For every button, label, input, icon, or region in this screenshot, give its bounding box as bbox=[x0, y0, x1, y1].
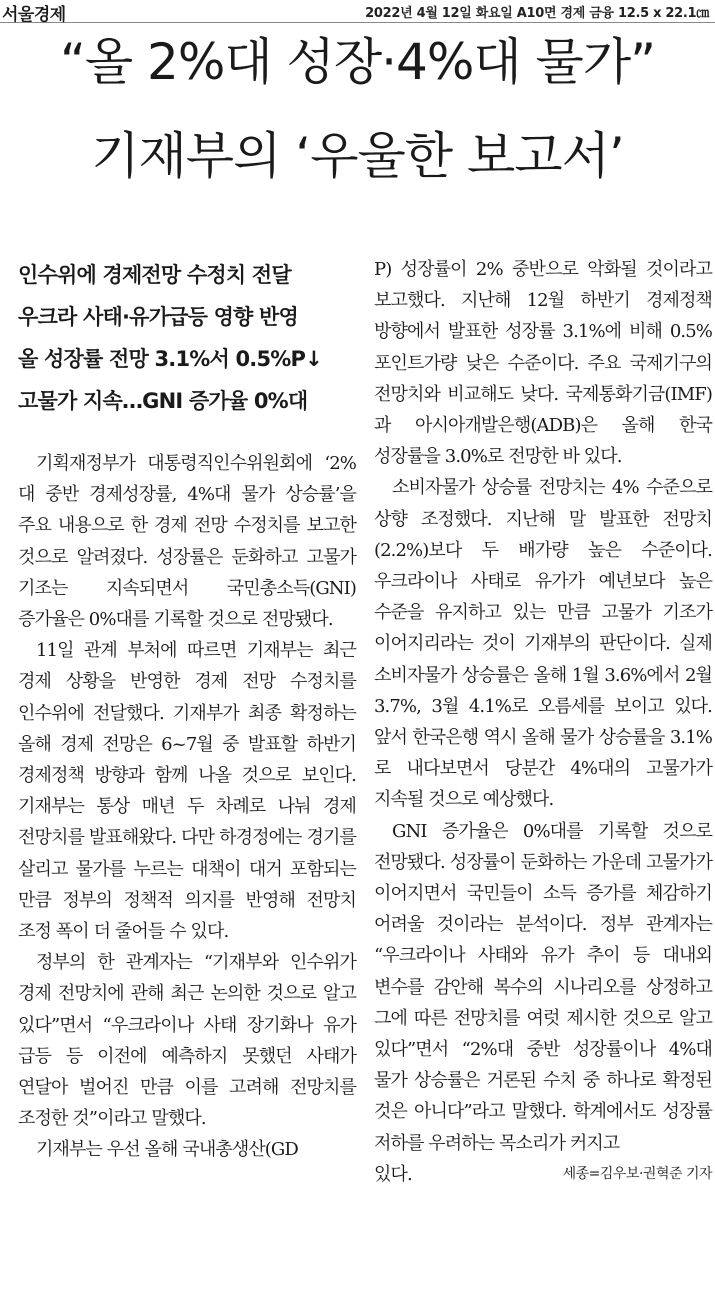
subheadline: 우크라 사태·유가급등 영향 반영 bbox=[18, 305, 299, 329]
subheadline: 올 성장률 전망 3.1%서 0.5%P↓ bbox=[18, 347, 322, 371]
masthead bbox=[0, 0, 715, 23]
body-paragraph: GNI 증가율은 0%대를 기록할 것으로 전망됐다. 성장률이 둔화하는 가운데 고물가가 이어지면서 국민들이 소득 증가를 체감하기 어려울 것이라는 분석이다. 정부 관계자는 “우크라이나 사태와 유가 추이 등 대내외 변수를 감안해 복수의 시나리오를 상정하고 그에 따른 전망치를 여럿 제시한 것으로 알고 있다”면서 “2%대 중반 성장률이나 4%대 물가 상승률은 거론된 수치 중 하나로 확정된 것은 아니다”라고 말했다. 학계에서도 성장률 저하를 우려하는 목소리가 커지고 bbox=[374, 820, 712, 1154]
publication-meta: 2022년 4월 12일 화요일 A10면 경제 금융 12.5 x 22.1㎝ bbox=[365, 6, 709, 21]
body-paragraph: 기획재정부가 대통령직인수위원회에 ‘2%대 중반 경제성장률, 4%대 물가 상승률’을 주요 내용으로 한 경제 전망 수정치를 보고한 것으로 알려졌다. 성장률은 둔화하고 고물가 기조는 지속되면서 국민총소득(GNI) 증가율은 0%대를 기록할 것으로 전망됐다. bbox=[18, 453, 356, 631]
subheadline-block bbox=[18, 254, 356, 422]
body-paragraph-continued: P) 성장률이 2% 중반으로 악화될 것이라고 보고했다. 지난해 12월 하반기 경제정책 방향에서 발표한 성장률 3.1%에 비해 0.5%포인트가량 낮은 수준이다. 주요 국제기구의 전망치와 비교해도 낮다. 국제통화기금(IMF)과 아시아개발은행(ADB)은 올해 한국 성장률을 3.0%로 전망한 바 있다. bbox=[374, 259, 712, 468]
body-paragraph: 정부의 한 관계자는 “기재부와 인수위가 경제 전망치에 관해 최근 논의한 것으로 알고 있다”면서 “우크라이나 사태 장기화나 유가 급등 등 이전에 예측하지 못했던 사태가 연달아 벌어진 만큼 이를 고려해 전망치를 조정한 것”이라고 말했다. bbox=[18, 952, 356, 1130]
subheadline: 고물가 지속…GNI 증가율 0%대 bbox=[18, 389, 308, 413]
headline-line-1: “올 2%대 성장·4%대 물가” bbox=[59, 33, 656, 91]
article-column-left bbox=[18, 254, 356, 1166]
closing-line bbox=[374, 1159, 712, 1190]
paper-name: 서울경제 bbox=[2, 5, 66, 25]
body-paragraph: 11일 관계 부처에 따르면 기재부는 최근 경제 상황을 반영한 경제 전망 수정치를 인수위에 전달했다. 기재부가 최종 확정하는 올해 경제 전망은 6~7월 중 발표할 하반기 경제정책 방향과 함께 나올 것으로 보인다. 기재부는 통상 매년 두 차례로 나눠 경제 전망치를 발표해왔다. 다만 하경정에는 경기를 살리고 물가를 누르는 대책이 대거 포함되는 만큼 정부의 정책적 의지를 반영해 전망치 조정 폭이 더 줄어들 수 있다. bbox=[18, 640, 356, 943]
closing-text: 있다. bbox=[374, 1163, 412, 1185]
body-paragraph: 기재부는 우선 올해 국내총생산(GD bbox=[36, 1139, 298, 1161]
byline: 세종=김우보·권혁준 기자 bbox=[562, 1165, 712, 1182]
article-column-right bbox=[374, 254, 712, 1190]
body-paragraph: 소비자물가 상승률 전망치는 4% 수준으로 상향 조정했다. 지난해 말 발표한 전망치(2.2%)보다 두 배가량 높은 수준이다. 우크라이나 사태로 유가가 예년보다 높은 수준을 유지하고 있는 만큼 고물가 기조가 이어지리라는 것이 기재부의 판단이다. 실제 소비자물가 상승률은 올해 1월 3.6%에서 2월 3.7%, 3월 4.1%로 오름세를 보이고 있다. 앞서 한국은행 역시 올해 물가 상승률을 3.1%로 내다보면서 당분간 4%대의 고물가가 지속될 것으로 예상했다. bbox=[374, 477, 712, 811]
subheadline: 인수위에 경제전망 수정치 전달 bbox=[18, 263, 291, 287]
headline-line-2: 기재부의 ‘우울한 보고서’ bbox=[91, 127, 624, 185]
